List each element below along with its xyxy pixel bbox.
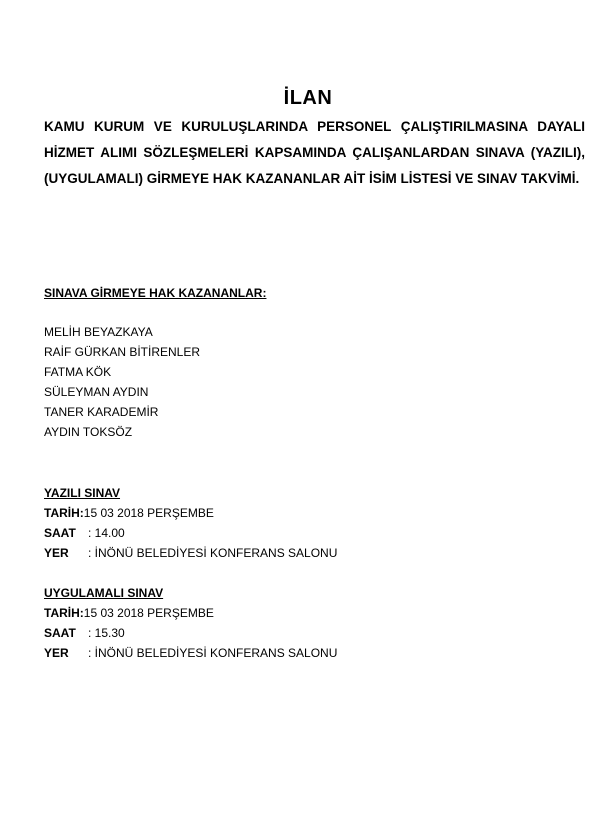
- written-exam-block: [44, 483, 337, 563]
- written-exam-heading: YAZILI SINAV: [44, 486, 121, 500]
- time-value: : 15.30: [88, 626, 125, 640]
- candidate-list: [44, 322, 200, 442]
- written-exam-place-row: [44, 543, 337, 563]
- practical-exam-place-row: [44, 643, 337, 663]
- date-value: 15 03 2018 PERŞEMBE: [83, 606, 214, 620]
- date-label: TARİH:: [44, 506, 84, 520]
- written-exam-time-row: [44, 523, 337, 543]
- candidate-name: MELİH BEYAZKAYA: [44, 325, 153, 339]
- date-value: 15 03 2018 PERŞEMBE: [83, 506, 214, 520]
- place-value: : İNÖNÜ BELEDİYESİ KONFERANS SALONU: [88, 546, 338, 560]
- written-exam-date-row: [44, 503, 337, 523]
- time-value: : 14.00: [88, 526, 125, 540]
- page-title: İLAN: [283, 87, 333, 109]
- practical-exam-heading: UYGULAMALI SINAV: [44, 586, 164, 600]
- date-label: TARİH:: [44, 606, 84, 620]
- candidate-name: RAİF GÜRKAN BİTİRENLER: [44, 345, 201, 359]
- candidate-name: AYDIN TOKSÖZ: [44, 425, 133, 439]
- notice-subtitle: KAMU KURUM VE KURULUŞLARINDA PERSONEL ÇALIŞTIRILMASINA DAYALI HİZMET ALIMI SÖZLEŞMELERİ KAPSAMINDA ÇALIŞANLARDAN SINAVA (YAZILI), (UYGULAMALI) GİRMEYE HAK KAZANANLAR AİT İSİM LİSTESİ VE SINAV TAKVİMİ.: [44, 119, 585, 186]
- practical-exam-date-row: [44, 603, 337, 623]
- time-label: SAAT: [44, 526, 76, 540]
- candidate-name: TANER KARADEMİR: [44, 405, 159, 419]
- place-label: YER: [44, 646, 69, 660]
- candidates-heading: SINAVA GİRMEYE HAK KAZANANLAR:: [44, 286, 267, 300]
- candidate-name: SÜLEYMAN AYDIN: [44, 385, 149, 399]
- practical-exam-time-row: [44, 623, 337, 643]
- practical-exam-block: [44, 583, 337, 663]
- time-label: SAAT: [44, 626, 76, 640]
- place-label: YER: [44, 546, 69, 560]
- place-value: : İNÖNÜ BELEDİYESİ KONFERANS SALONU: [88, 646, 338, 660]
- candidate-name: FATMA KÖK: [44, 365, 112, 379]
